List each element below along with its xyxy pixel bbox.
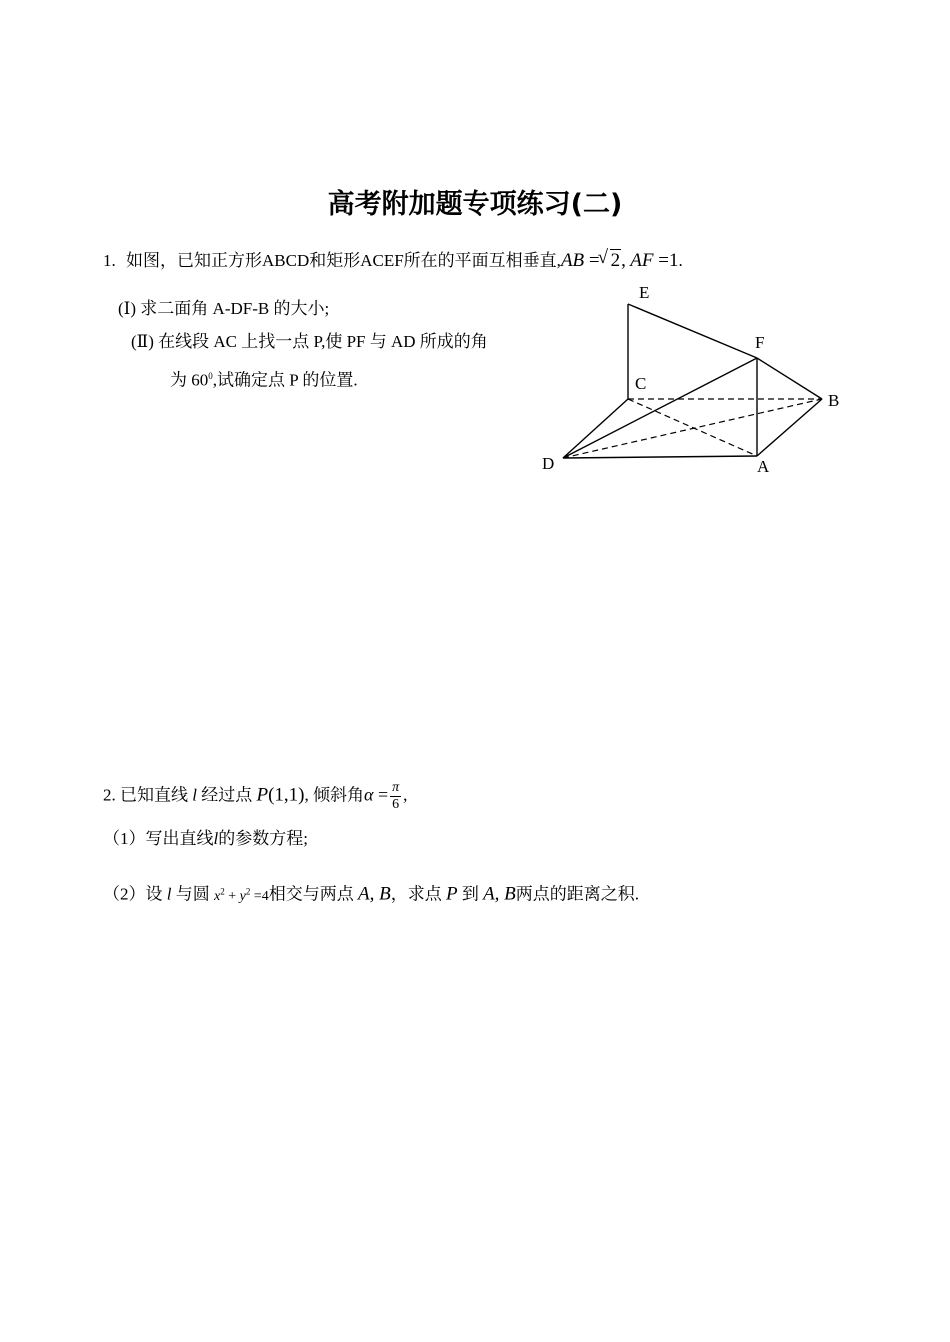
problem1-number: 1. <box>103 251 116 270</box>
part2-text-c: 相交与两点 <box>268 884 354 904</box>
label-d: D <box>542 454 555 473</box>
part2-text-d: ，求点 <box>390 884 442 904</box>
math-equals-one: =1 <box>653 250 679 271</box>
edge-da <box>563 456 757 458</box>
part2-text-b: ,试确定点 P 的位置. <box>212 370 358 390</box>
label-b: B <box>828 391 840 410</box>
part2-text-e: 到 <box>461 884 479 904</box>
math-af: AF <box>630 250 654 271</box>
var-l: l <box>166 884 172 904</box>
math-comma: , <box>621 250 626 271</box>
edge-cd <box>563 399 628 458</box>
plus-sign: + <box>224 888 240 904</box>
fraction-numerator: π <box>392 780 400 795</box>
var-x: x <box>213 888 221 904</box>
part2-text-f: 两点的距离之积. <box>515 884 640 904</box>
label-a: A <box>757 457 770 476</box>
edge-ca <box>628 399 757 456</box>
problem2-intro-a: 2. 已知直线 <box>103 785 188 805</box>
problem1-formula <box>560 247 679 271</box>
fraction-pi-over-6 <box>390 780 401 813</box>
label-c: C <box>635 374 647 393</box>
square-superscript: 2 <box>220 886 225 896</box>
part1-text-a: （1）写出直线 <box>103 829 214 848</box>
var-l: l <box>192 785 197 805</box>
problem2-intro-c: , 倾斜角 <box>304 785 364 805</box>
var-y: y <box>239 888 246 904</box>
geometry-figure <box>535 278 855 483</box>
var-p: P <box>445 883 458 905</box>
label-e: E <box>639 283 650 302</box>
edge-ab <box>757 399 822 456</box>
page-title: 高考附加题专项练习(二) <box>327 189 623 220</box>
math-period: . <box>678 251 683 270</box>
problem2-intro-b: 经过点 <box>201 785 253 805</box>
problem1-text: 如图，已知正方形ABCD和矩形ACEF所在的平面互相垂直, <box>126 251 561 270</box>
fraction-denominator: 6 <box>392 797 400 812</box>
label-f: F <box>755 333 765 352</box>
problem2-part1 <box>103 828 308 850</box>
equals-four: =4 <box>250 888 269 904</box>
problem1-statement <box>103 247 683 272</box>
edge-fb <box>757 358 822 399</box>
equals-sign: = <box>373 784 389 805</box>
problem1-part2-line1: (Ⅱ) 在线段 AC 上找一点 P,使 PF 与 AD 所成的角 <box>131 332 488 351</box>
edge-fd <box>563 358 757 458</box>
problem2-part2 <box>103 880 639 908</box>
part2-text-a: 为 60 <box>170 370 209 390</box>
points-ab: A, B <box>357 883 391 905</box>
sqrt-value: 2 <box>610 250 621 271</box>
edge-db <box>563 399 822 458</box>
circle-equation <box>213 886 269 904</box>
math-ab: AB <box>560 250 585 271</box>
degree-superscript: 0 <box>208 371 213 381</box>
edge-ef <box>628 304 757 358</box>
var-alpha: α <box>364 784 374 805</box>
radical-sign: √ <box>597 247 609 268</box>
point-coords: (1,1) <box>268 784 305 806</box>
var-l: l <box>213 829 219 848</box>
problem2-statement <box>103 780 407 813</box>
part2-text-b: 与圆 <box>175 884 210 904</box>
var-p: P <box>256 784 269 806</box>
problem1-part2-line2 <box>170 365 358 392</box>
problem2-intro-end: , <box>403 785 408 805</box>
solid-edges <box>563 304 822 458</box>
square-superscript: 2 <box>245 886 251 896</box>
part2-text-a: （2）设 <box>103 884 163 904</box>
part1-text-b: 的参数方程; <box>218 829 308 848</box>
math-equals: = <box>584 250 600 271</box>
sqrt-expression <box>597 247 622 272</box>
problem1-part1: (Ⅰ) 求二面角 A-DF-B 的大小; <box>118 299 330 318</box>
hidden-edges <box>563 399 822 458</box>
points-ab: A, B <box>483 883 516 905</box>
